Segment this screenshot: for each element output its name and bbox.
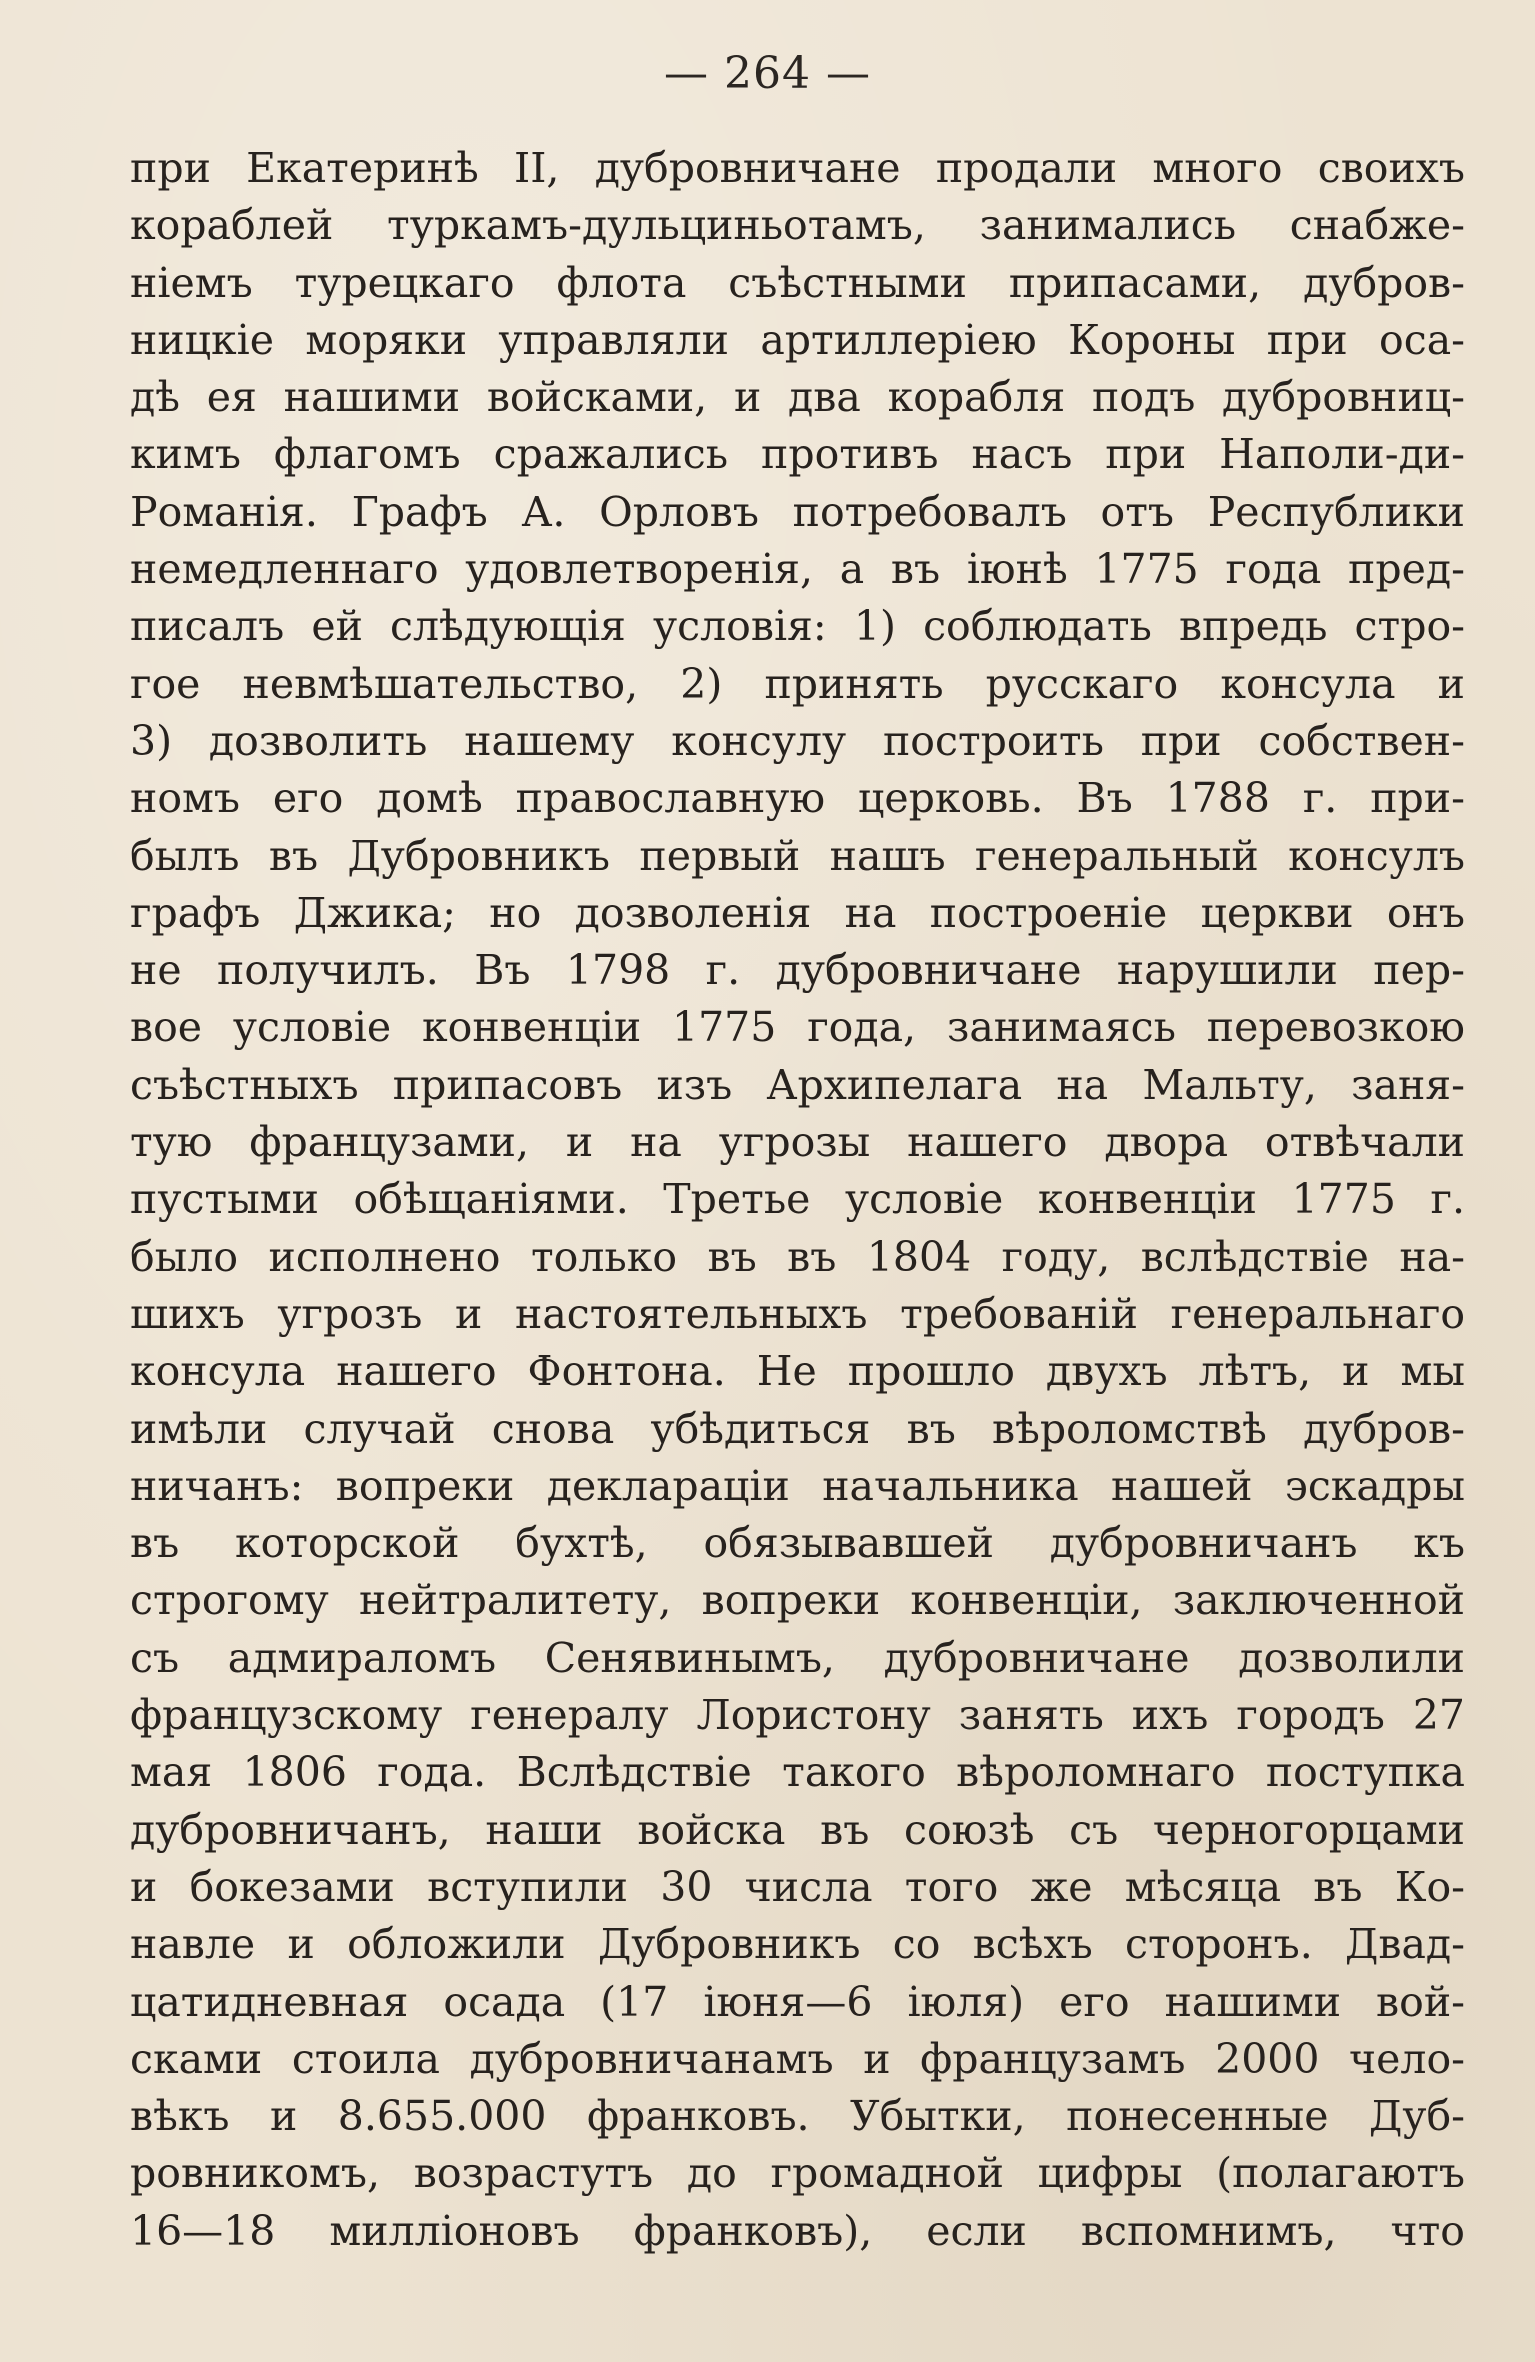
text-line: 16—18 милліоновъ франковъ), если вспомнимъ, что (130, 2206, 1465, 2255)
text-line: французскому генералу Лористону занять ихъ городъ 27 (130, 1691, 1465, 1740)
text-line: Романія. Графъ А. Орловъ потребовалъ отъ Республики (130, 487, 1465, 536)
text-line: имѣли случай снова убѣдиться въ вѣроломствѣ дубров- (130, 1404, 1465, 1453)
text-line: кимъ флагомъ сражались противъ насъ при Наполи-ди- (130, 430, 1465, 479)
text-line: тую французами, и на угрозы нашего двора отвѣчали (130, 1118, 1465, 1167)
text-line: гое невмѣшательство, 2) принять русскаго консула и (130, 659, 1465, 708)
text-line: дубровничанъ, наши войска въ союзѣ съ черногорцами (130, 1805, 1465, 1854)
body-text (130, 140, 1465, 2260)
text-line: и бокезами вступили 30 числа того же мѣсяца въ Ко- (130, 1862, 1465, 1911)
text-line: ніемъ турецкаго флота съѣстными припасами, дубров- (130, 258, 1465, 307)
text-line: немедленнаго удовлетворенія, а въ іюнѣ 1775 года пред- (130, 545, 1465, 594)
text-line: цатидневная осада (17 іюня—6 іюля) его нашими вой- (130, 1977, 1465, 2026)
text-line: съѣстныхъ припасовъ изъ Архипелага на Мальту, заня- (130, 1060, 1465, 1109)
text-line: консула нашего Фонтона. Не прошло двухъ лѣтъ, и мы (130, 1347, 1465, 1396)
text-line: графъ Джика; но дозволенія на построеніе церкви онъ (130, 888, 1465, 937)
text-line: сками стоила дубровничанамъ и французамъ 2000 чело- (130, 2034, 1465, 2083)
text-line: пустыми обѣщаніями. Третье условіе конвенціи 1775 г. (130, 1175, 1465, 1224)
text-line: былъ въ Дубровникъ первый нашъ генеральный консулъ (130, 831, 1465, 880)
text-line: съ адмираломъ Сенявинымъ, дубровничане дозволили (130, 1633, 1465, 1682)
text-line: 3) дозволить нашему консулу построить при собствен- (130, 716, 1465, 765)
text-line: писалъ ей слѣдующія условія: 1) соблюдать впредь стро- (130, 602, 1465, 651)
text-line: мая 1806 года. Вслѣдствіе такого вѣроломнаго поступка (130, 1748, 1465, 1797)
text-line: номъ его домѣ православную церковь. Въ 1788 г. при- (130, 774, 1465, 823)
text-line: строгому нейтралитету, вопреки конвенціи, заключенной (130, 1576, 1465, 1625)
text-line: ровникомъ, возрастутъ до громадной цифры (полагаютъ (130, 2149, 1465, 2198)
text-line: навле и обложили Дубровникъ со всѣхъ сторонъ. Двад- (130, 1920, 1465, 1969)
text-line: въ которской бухтѣ, обязывавшей дубровничанъ къ (130, 1519, 1465, 1568)
text-line: кораблей туркамъ-дульциньотамъ, занимались снабже- (130, 201, 1465, 250)
text-line: было исполнено только въ въ 1804 году, вслѣдствіе на- (130, 1232, 1465, 1281)
text-line: дѣ ея нашими войсками, и два корабля подъ дубровниц- (130, 373, 1465, 422)
text-line: ницкіе моряки управляли артиллеріею Короны при оса- (130, 315, 1465, 364)
text-line: шихъ угрозъ и настоятельныхъ требованій генеральнаго (130, 1289, 1465, 1338)
text-line: ничанъ: вопреки деклараціи начальника нашей эскадры (130, 1461, 1465, 1510)
page-number: — 264 — (664, 48, 871, 99)
text-line: вѣкъ и 8.655.000 франковъ. Убытки, понесенные Дуб- (130, 2092, 1465, 2141)
text-line: вое условіе конвенціи 1775 года, занимаясь перевозкою (130, 1003, 1465, 1052)
text-line: при Екатеринѣ II, дубровничане продали много своихъ (130, 144, 1465, 192)
text-line: не получилъ. Въ 1798 г. дубровничане нарушили пер- (130, 946, 1465, 995)
